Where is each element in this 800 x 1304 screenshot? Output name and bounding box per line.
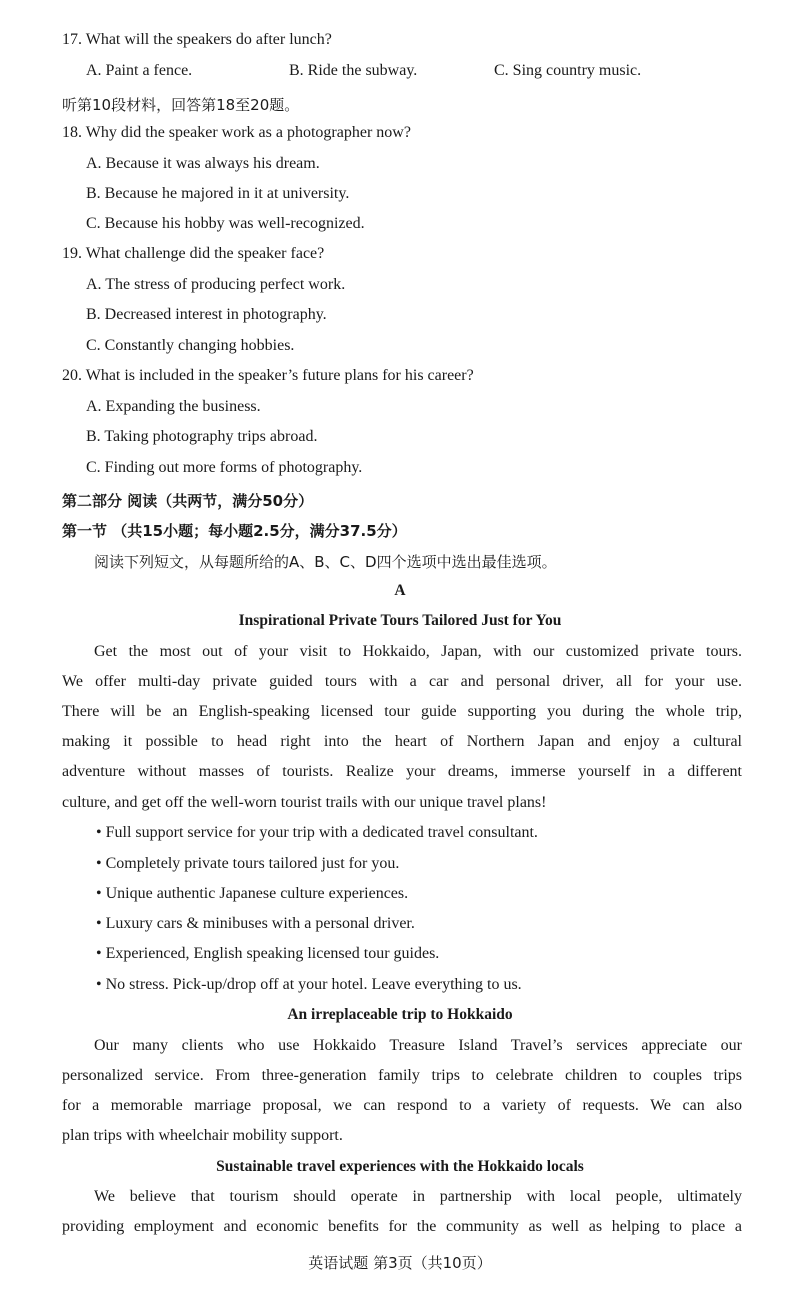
subheading-irreplaceable-trip: An irreplaceable trip to Hokkaido <box>287 1006 513 1023</box>
question-20-option-b: B. Taking photography trips abroad. <box>86 428 318 445</box>
feature-bullet: • Experienced, English speaking licensed tour guides. <box>96 945 440 962</box>
question-19-option-a: A. The stress of producing perfect work. <box>86 276 346 293</box>
page-footer: 英语试题 第3页（共10页） <box>308 1254 492 1272</box>
feature-bullet: • Completely private tours tailored just for you. <box>96 855 400 872</box>
feature-bullet: • No stress. Pick-up/drop off at your hotel. Leave everything to us. <box>96 976 522 993</box>
paragraph-3-line: providing employment and economic benefits for the community as well as helping to place a <box>62 1218 742 1235</box>
passage-letter: A <box>394 582 406 599</box>
question-18-option-a: A. Because it was always his dream. <box>86 155 320 172</box>
question-17-option-a: A. Paint a fence. <box>86 62 193 79</box>
question-19-option-b: B. Decreased interest in photography. <box>86 306 327 323</box>
question-18-stem: 18. Why did the speaker work as a photographer now? <box>62 124 411 141</box>
paragraph-1-line: Get the most out of your visit to Hokkaido, Japan, with our customized private tours. <box>94 643 742 660</box>
question-20-option-a: A. Expanding the business. <box>86 398 261 415</box>
question-18-option-c: C. Because his hobby was well-recognized. <box>86 215 365 232</box>
feature-bullet: • Unique authentic Japanese culture experiences. <box>96 885 409 902</box>
paragraph-1-line: adventure without masses of tourists. Realize your dreams, immerse yourself in a different <box>62 763 742 780</box>
question-17-stem: 17. What will the speakers do after lunch? <box>62 31 332 48</box>
feature-bullet: • Full support service for your trip with a dedicated travel consultant. <box>96 824 538 841</box>
listening-instruction-10: 听第10段材料，回答第18至20题。 <box>62 96 300 114</box>
reading-instruction: 阅读下列短文，从每题所给的A、B、C、D四个选项中选出最佳选项。 <box>94 553 557 571</box>
paragraph-1-line: making it possible to head right into the heart of Northern Japan and enjoy a cultural <box>62 733 742 750</box>
feature-bullet: • Luxury cars & minibuses with a personal driver. <box>96 915 415 932</box>
paragraph-2-line: plan trips with wheelchair mobility support. <box>62 1127 343 1144</box>
passage-title: Inspirational Private Tours Tailored Just for You <box>238 612 562 629</box>
paragraph-1-line: culture, and get off the well-worn tourist trails with our unique travel plans! <box>62 794 547 811</box>
question-17-option-b: B. Ride the subway. <box>289 62 418 79</box>
paragraph-1-line: There will be an English-speaking licensed tour guide supporting you during the whole trip, <box>62 703 742 720</box>
subheading-sustainable-travel: Sustainable travel experiences with the Hokkaido locals <box>216 1158 584 1175</box>
paragraph-1-line: We offer multi-day private guided tours with a car and personal driver, all for your use. <box>62 673 742 690</box>
question-19-option-c: C. Constantly changing hobbies. <box>86 337 295 354</box>
paragraph-2-line: for a memorable marriage proposal, we can respond to a variety of requests. We can also <box>62 1097 742 1114</box>
part-two-heading: 第二部分 阅读（共两节，满分50分） <box>62 492 314 510</box>
paragraph-2-line: Our many clients who use Hokkaido Treasure Island Travel’s services appreciate our <box>94 1037 742 1054</box>
question-18-option-b: B. Because he majored in it at university. <box>86 185 350 202</box>
section-one-heading: 第一节 （共15小题；每小题2.5分，满分37.5分） <box>62 522 407 540</box>
paragraph-3-line: We believe that tourism should operate in partnership with local people, ultimately <box>94 1188 742 1205</box>
question-19-stem: 19. What challenge did the speaker face? <box>62 245 325 262</box>
question-20-option-c: C. Finding out more forms of photography. <box>86 459 363 476</box>
question-17-option-c: C. Sing country music. <box>494 62 642 79</box>
question-20-stem: 20. What is included in the speaker’s future plans for his career? <box>62 367 474 384</box>
paragraph-2-line: personalized service. From three-generation family trips to celebrate children to couples trips <box>62 1067 742 1084</box>
